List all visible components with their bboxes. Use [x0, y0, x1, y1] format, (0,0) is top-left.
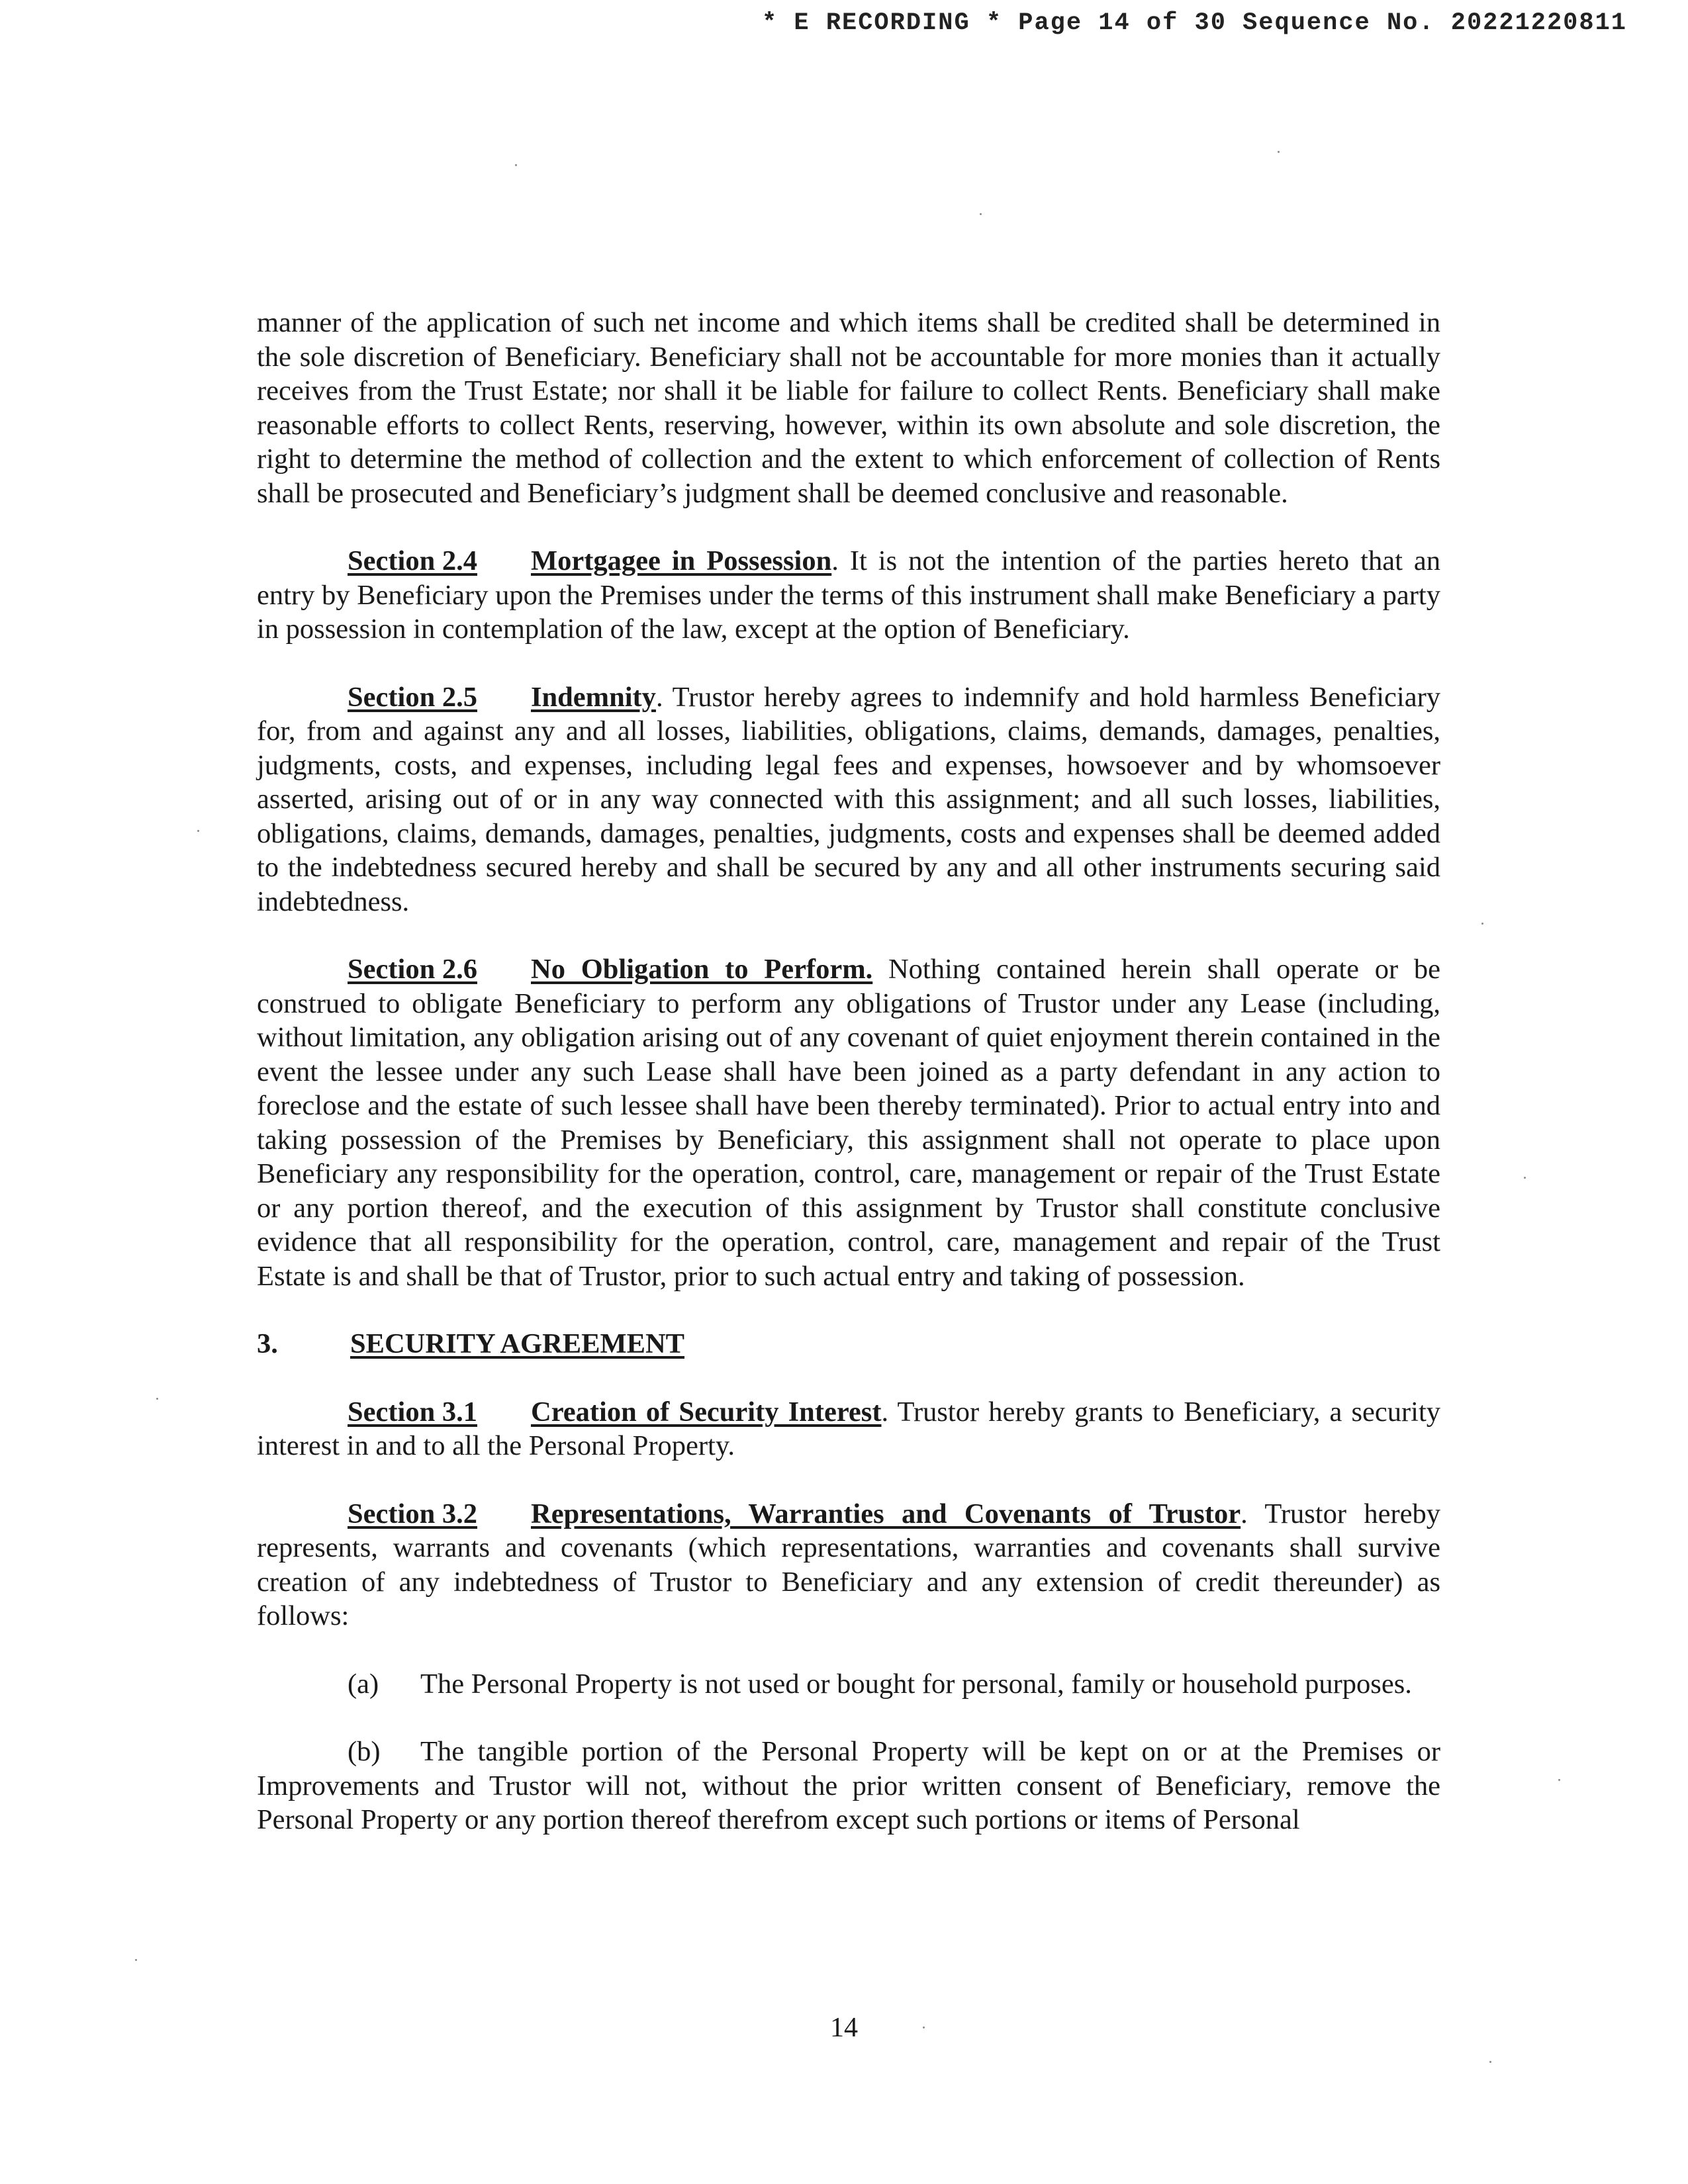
section-title-punct: . [1241, 1498, 1248, 1529]
section-text: Nothing contained herein shall operate or be construed to obligate Beneficiary to perform any obligations of Trustor under any Lease (including, without limitation, any obligation arising out of any covenant of quiet enjoyment therein contained in the event the lessee under any such Lease shall have been joined as a party defendant in any action to foreclose and the estate of such lessee shall have been thereby terminated). Prior to actual entry into and taking possession of the Premises by Beneficiary, this assignment shall not operate to place upon Beneficiary any responsibility for the operation, control, care, management or repair of the Trust Estate or any portion thereof, and the execution of this assignment by Trustor shall constitute conclusive evidence that all responsibility for the operation, control, care, management and repair of the Trust Estate is and shall be that of Trustor, prior to such actual entry and taking of possession. [257, 954, 1441, 1292]
item-a-paragraph [257, 1667, 1440, 1702]
document-body [257, 306, 1440, 1871]
section-number: Section 2.5 [348, 681, 477, 713]
section-text: Trustor hereby grants to Beneficiary, a security interest in and to all the Personal Property. [257, 1396, 1440, 1461]
section-text: It is not the intention of the parties hereto that an entry by Beneficiary upon the Premises under the terms of this instrument shall make Beneficiary a party in possession in contemplation of the law, except at the option of Beneficiary. [257, 545, 1440, 645]
section-2-4-paragraph [257, 544, 1440, 647]
recording-stamp-header: * E RECORDING * Page 14 of 30 Sequence No. 20221220811 [762, 9, 1627, 37]
section-3-1-paragraph [257, 1395, 1440, 1463]
scan-speck [135, 1959, 137, 1961]
scan-speck [197, 830, 199, 832]
item-b-paragraph [257, 1735, 1440, 1837]
item-text: The tangible portion of the Personal Property will be kept on or at the Premises or Improvements and Trustor will not, without the prior written consent of Beneficiary, remove the Personal Property or any portion thereof therefrom except such portions or items of Personal [257, 1736, 1440, 1835]
item-label: (b) [348, 1736, 381, 1767]
article-heading [257, 1327, 1440, 1361]
section-title: Representations, Warranties and Covenants of Trustor [531, 1498, 1241, 1529]
section-title: Indemnity [531, 681, 656, 713]
section-3-2-paragraph [257, 1497, 1440, 1633]
section-title-punct: . [831, 545, 839, 576]
article-title: SECURITY AGREEMENT [350, 1328, 684, 1359]
scan-speck [1558, 1779, 1560, 1781]
item-text: The Personal Property is not used or bought for personal, family or household purposes. [420, 1668, 1412, 1700]
section-2-6-paragraph [257, 952, 1440, 1293]
section-text: Trustor hereby represents, warrants and covenants (which representations, warranties and covenants shall survive creation of any indebtedness of Trustor to Beneficiary and any extension of credit thereunder) as follows: [257, 1498, 1440, 1631]
section-text: Trustor hereby agrees to indemnify and hold harmless Beneficiary for, from and against any and all losses, liabilities, obligations, claims, demands, damages, penalties, judgments, costs, and expenses, including legal fees and expenses, howsoever and by whomsoever asserted, arising out of or in any way connected with this assignment; and all such losses, liabilities, obligations, claims, demands, damages, penalties, judgments, costs and expenses shall be deemed added to the indebtedness secured hereby and shall be secured by any and all other instruments securing said indebtedness. [257, 681, 1440, 917]
scan-speck [980, 213, 982, 215]
page-number: 14 [830, 2013, 858, 2043]
scan-speck [1489, 2061, 1491, 2063]
scan-speck [1524, 1177, 1526, 1179]
item-label: (a) [348, 1668, 379, 1700]
section-number: Section 3.2 [348, 1498, 477, 1529]
section-title: Creation of Security Interest [531, 1396, 882, 1428]
section-title-punct: . [655, 681, 663, 713]
section-title-punct: . [881, 1396, 889, 1428]
scan-speck [1278, 151, 1280, 153]
article-number: 3. [257, 1328, 278, 1359]
section-number: Section 2.6 [348, 954, 477, 985]
section-number: Section 2.4 [348, 545, 477, 576]
scan-speck [1481, 923, 1483, 925]
section-2-5-paragraph [257, 680, 1440, 919]
section-title: Mortgagee in Possession [531, 545, 832, 576]
scan-speck [923, 2026, 925, 2028]
section-number: Section 3.1 [348, 1396, 477, 1428]
continuation-paragraph: manner of the application of such net income and which items shall be credited shall be determined in the sole discretion of Beneficiary. Beneficiary shall not be accountable for more monies than it actually receives from the Trust Estate; nor shall it be liable for failure to collect Rents. Beneficiary shall make reasonable efforts to collect Rents, reserving, however, within its own absolute and sole discretion, the right to determine the method of collection and the extent to which enforcement of collection of Rents shall be prosecuted and Beneficiary’s judgment shall be deemed conclusive and reasonable. [257, 307, 1440, 509]
scan-speck [156, 1398, 158, 1400]
scan-speck [515, 164, 517, 166]
section-title: No Obligation to Perform. [531, 954, 873, 985]
